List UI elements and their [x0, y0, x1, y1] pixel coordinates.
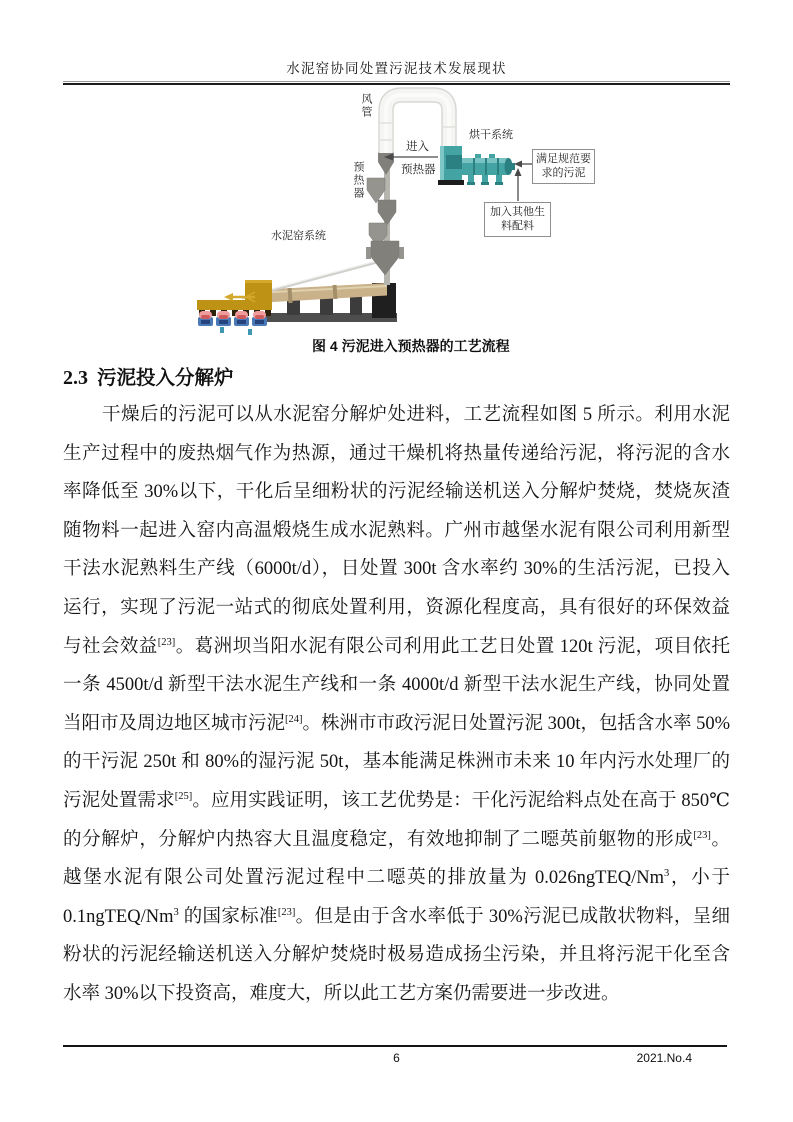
paragraph-line: 0.1ngTEQ/Nm$^3$ 的国家标准[23]。但是由于含水率低于 30%污泥已成散状物料，呈细: [63, 906, 730, 927]
paragraph-line: 一条 4500t/d 新型干法水泥生产线和一条 4000t/d 新型干法水泥生产线，协同处置: [63, 675, 730, 696]
paragraph-line: 当阳市及周边地区城市污泥[24]。株洲市市政污泥日处置污泥 300t，包括含水率 50%: [63, 713, 731, 734]
label-enter: 进入: [406, 141, 429, 153]
paragraph-line: 污泥处置需求[25]。应用实践证明，该工艺优势是：干化污泥给料点处在高于 850℃: [63, 790, 730, 811]
process-flow-figure: [180, 85, 600, 337]
paragraph-line: 干法水泥熟料生产线（6000t/d），日处置 300t 含水率约 30%的生活污泥，已投入: [63, 559, 730, 580]
section-title: 污泥投入分解炉: [97, 367, 234, 389]
flow-arrow-additives-up: [515, 168, 522, 201]
paragraph-line: 与社会效益[23]。葛洲坝当阳水泥有限公司利用此工艺日处置 120t 污泥，项目依托: [63, 636, 730, 657]
issue-label: 2021.No.4: [636, 1051, 692, 1065]
page-header-title: 水泥窑协同处置污泥技术发展现状: [286, 61, 507, 76]
paragraph-line: 随物料一起进入窑内高温煅烧生成水泥熟料。广州市越堡水泥有限公司利用新型: [63, 520, 730, 541]
paragraph-line: 运行，实现了污泥一站式的彻底处置利用，资源化程度高，具有很好的环保效益: [63, 597, 730, 618]
label-air-duct: 风管: [360, 93, 372, 119]
clinker-cooler: [197, 280, 272, 316]
paragraph-line: 水率 30%以下投资高，难度大，所以此工艺方案仍需要进一步改进。: [63, 983, 620, 1004]
dryer-unit: [438, 146, 515, 185]
paragraph-line: 粉状的污泥经输送机送入分解炉焚烧时极易造成扬尘污染，并且将污泥干化至含: [63, 945, 730, 966]
paragraph-line: 生产过程中的废热烟气作为热源，通过干燥机将热量传递给污泥，将污泥的含水: [63, 443, 730, 464]
box-other-raw-materials: 加入其他生 料配料: [484, 202, 551, 237]
page-number: 6: [393, 1051, 400, 1065]
paragraph-line: 的干污泥 250t 和 80%的湿污泥 50t，基本能满足株洲市未来 10 年内污水处理厂的: [63, 752, 730, 773]
body-paragraph: [63, 396, 730, 1014]
section-heading: [63, 362, 234, 390]
footer-rule: [63, 1045, 727, 1047]
paragraph-line: 干燥后的污泥可以从水泥窑分解炉处进料，工艺流程如图 5 所示。利用水泥: [102, 405, 730, 425]
figure-caption: 图 4 污泥进入预热器的工艺流程: [312, 338, 510, 354]
flow-arrow-sludge-to-dryer: [514, 161, 532, 168]
section-number: 2.3: [63, 367, 88, 389]
flow-arrow-to-preheater: [384, 154, 438, 161]
label-kiln-system: 水泥窑系统: [271, 230, 326, 242]
label-preheater: 预热器: [352, 161, 364, 200]
box-qualified-sludge: 满足规范要 求的污泥: [532, 149, 595, 184]
paragraph-line: 越堡水泥有限公司处置污泥过程中二噁英的排放量为 0.026ngTEQ/Nm$^3$，小于: [63, 867, 730, 889]
header-rule-thin: [63, 81, 730, 82]
paragraph-line: 率降低至 30%以下，干化后呈细粉状的污泥经输送机送入分解炉焚烧，焚烧灰渣: [63, 482, 730, 503]
label-drying-system: 烘干系统: [469, 129, 513, 141]
paragraph-line: 的分解炉，分解炉内热容大且温度稳定，有效地抑制了二噁英前躯物的形成[23]。: [63, 829, 730, 850]
label-enter-preheater: 预热器: [401, 164, 436, 176]
